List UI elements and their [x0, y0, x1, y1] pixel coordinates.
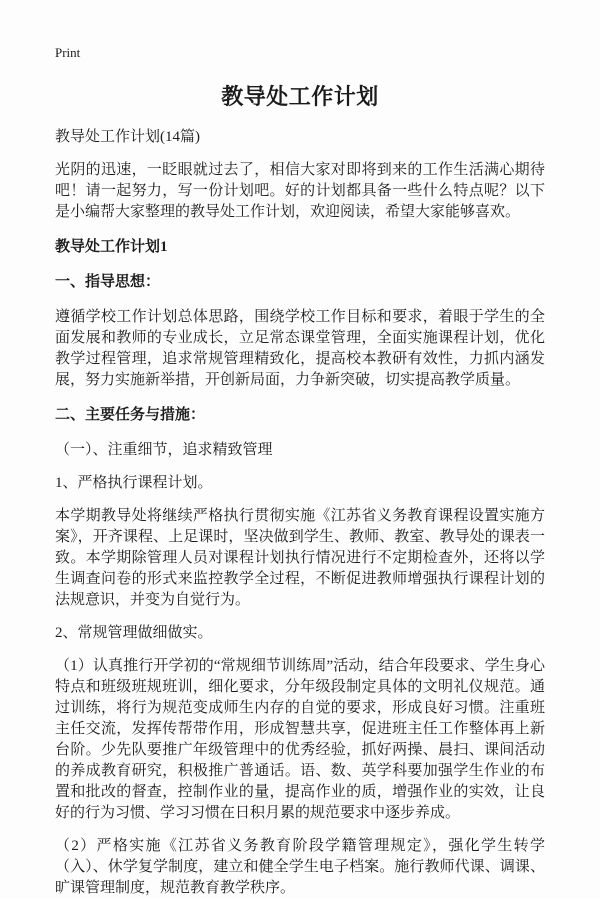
- document-title: 教导处工作计划: [221, 84, 379, 109]
- routine-management-item-2-paragraph: （2）严格实施《江苏省义务教育阶段学籍管理规定》，强化学生转学（入）、休学复学制度，建立和健全学生电子档案。施行教师代课、调课、旷课管理制度，规范教育教学秩序。: [55, 838, 545, 896]
- item-heading-curriculum-plan: 1、严格执行课程计划。: [55, 475, 213, 491]
- intro-paragraph: 光阴的迅速，一眨眼就过去了，相信大家对即将到来的工作生活满心期待吧！请一起努力，写一份计划吧。好的计划都具备一些什么特点呢？以下是小编帮大家整理的教导处工作计划，欢迎阅读，希望大家能够喜欢。: [55, 162, 545, 220]
- guiding-ideology-paragraph: 遵循学校工作计划总体思路，围绕学校工作目标和要求，着眼于学生的全面发展和教师的专业成长，立足常态课堂管理，全面实施课程计划，优化教学过程管理，追求常规管理精致化，提高校本教研有效性，力抓内涵发展，努力实施新举措，开创新局面，力争新突破，切实提高教学质量。: [55, 309, 545, 388]
- routine-management-item-1-paragraph: （1）认真推行开学初的“常规细节训练周”活动，结合年段要求、学生身心特点和班级班规班训，细化要求，分年级段制定具体的文明礼仪规范。通过训练，将行为规范变成师生内存的自觉的要求，形成良好习惯。注重班主任交流，发挥传帮带作用，形成智慧共享，促进班主任工作整体再上新台阶。少先队要推广年级管理中的优秀经验，抓好两操、晨扫、课间活动的养成教育研究，积极推广普通话。语、数、英学科要加强学生作业的布置和批改的督查，控制作业的量，提高作业的质，增强作业的实效，让良好的行为习惯、学习习惯在日积月累的规范要求中逐步养成。: [55, 658, 545, 821]
- section-heading-guiding-ideology: 一、指导思想：: [55, 274, 161, 290]
- print-link[interactable]: Print: [55, 45, 81, 60]
- document-subtitle: 教导处工作计划(14篇): [55, 129, 200, 145]
- article-heading-plan-1: 教导处工作计划1: [55, 239, 168, 255]
- section-heading-main-tasks: 二、主要任务与措施：: [55, 407, 206, 423]
- item-heading-routine-management: 2、常规管理做细做实。: [55, 625, 213, 641]
- curriculum-plan-paragraph: 本学期教导处将继续严格执行贯彻实施《江苏省义务教育课程设置实施方案》，开齐课程、上足课时，坚决做到学生、教师、教室、教导处的课表一致。本学期除管理人员对课程计划执行情况进行不定期检查外，还将以学生调查问卷的形式来监控教学全过程，不断促进教师增强执行课程计划的法规意识，并变为自觉行为。: [55, 508, 545, 608]
- subsection-heading-detail-management: （一）、注重细节，追求精致管理: [55, 442, 273, 458]
